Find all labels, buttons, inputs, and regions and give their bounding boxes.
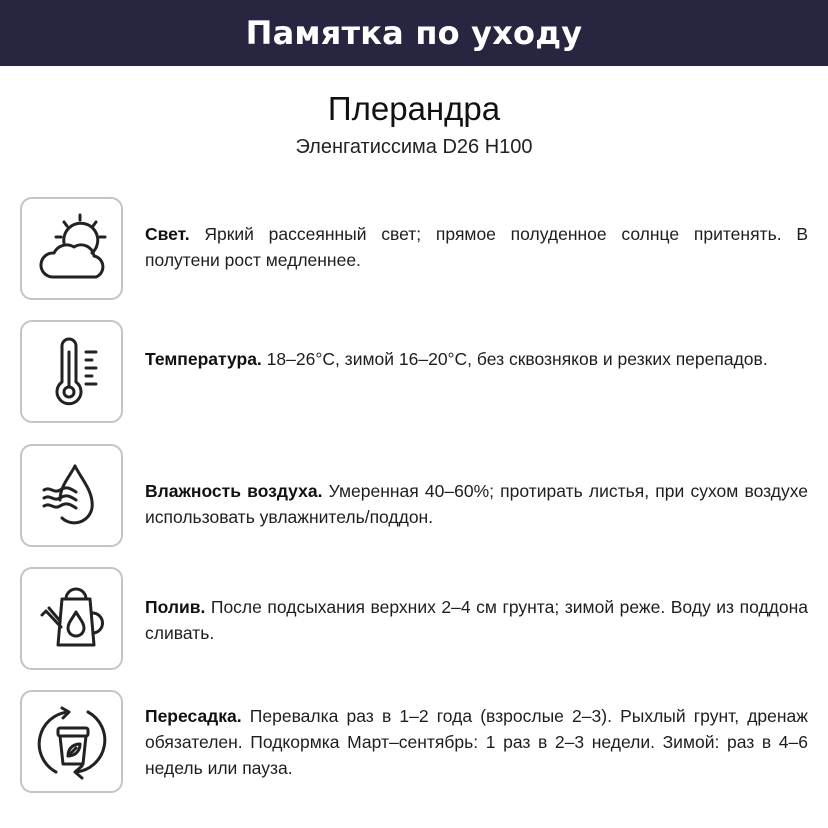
- care-text: Свет. Яркий рассеянный свет; прямое полуденное солнце притенять. В полутени рост медленнее.: [145, 224, 808, 270]
- plant-name: Плерандра: [327, 90, 501, 127]
- care-label: Пересадка.: [145, 706, 242, 726]
- page-title: Памятка по уходу: [245, 14, 583, 52]
- care-text: Температура. 18–26°C, зимой 16–20°C, без сквозняков и резких перепадов.: [145, 349, 768, 369]
- watering-can-icon: [20, 567, 123, 670]
- care-item-watering: [20, 567, 810, 673]
- thermometer-icon: [20, 320, 123, 423]
- care-item-temperature: [20, 320, 810, 426]
- care-item-humidity: [20, 444, 810, 550]
- care-item-repotting: [20, 690, 810, 796]
- care-label: Полив.: [145, 597, 206, 617]
- care-label: Влажность воздуха.: [145, 481, 323, 501]
- header-bar: [0, 0, 828, 66]
- care-label: Температура.: [145, 349, 262, 369]
- repot-icon: [20, 690, 123, 793]
- sun-cloud-icon: [20, 197, 123, 300]
- care-text: Полив. После подсыхания верхних 2–4 см грунта; зимой реже. Воду из поддона сливать.: [145, 597, 808, 643]
- plant-variety: Эленгатиссима D26 H100: [295, 136, 533, 158]
- humidity-drop-icon: [20, 444, 123, 547]
- care-text: Пересадка. Перевалка раз в 1–2 года (взрослые 2–3). Рыхлый грунт, дренаж обязателен. Подкормка Март–сентябрь: 1 раз в 2–3 недели. Зимой: раз в 4–6 недель или пауза.: [145, 706, 808, 778]
- care-item-light: [20, 197, 810, 303]
- care-label: Свет.: [145, 224, 190, 244]
- care-text: Влажность воздуха. Умеренная 40–60%; протирать листья, при сухом воздухе использовать увлажнитель/поддон.: [145, 481, 808, 527]
